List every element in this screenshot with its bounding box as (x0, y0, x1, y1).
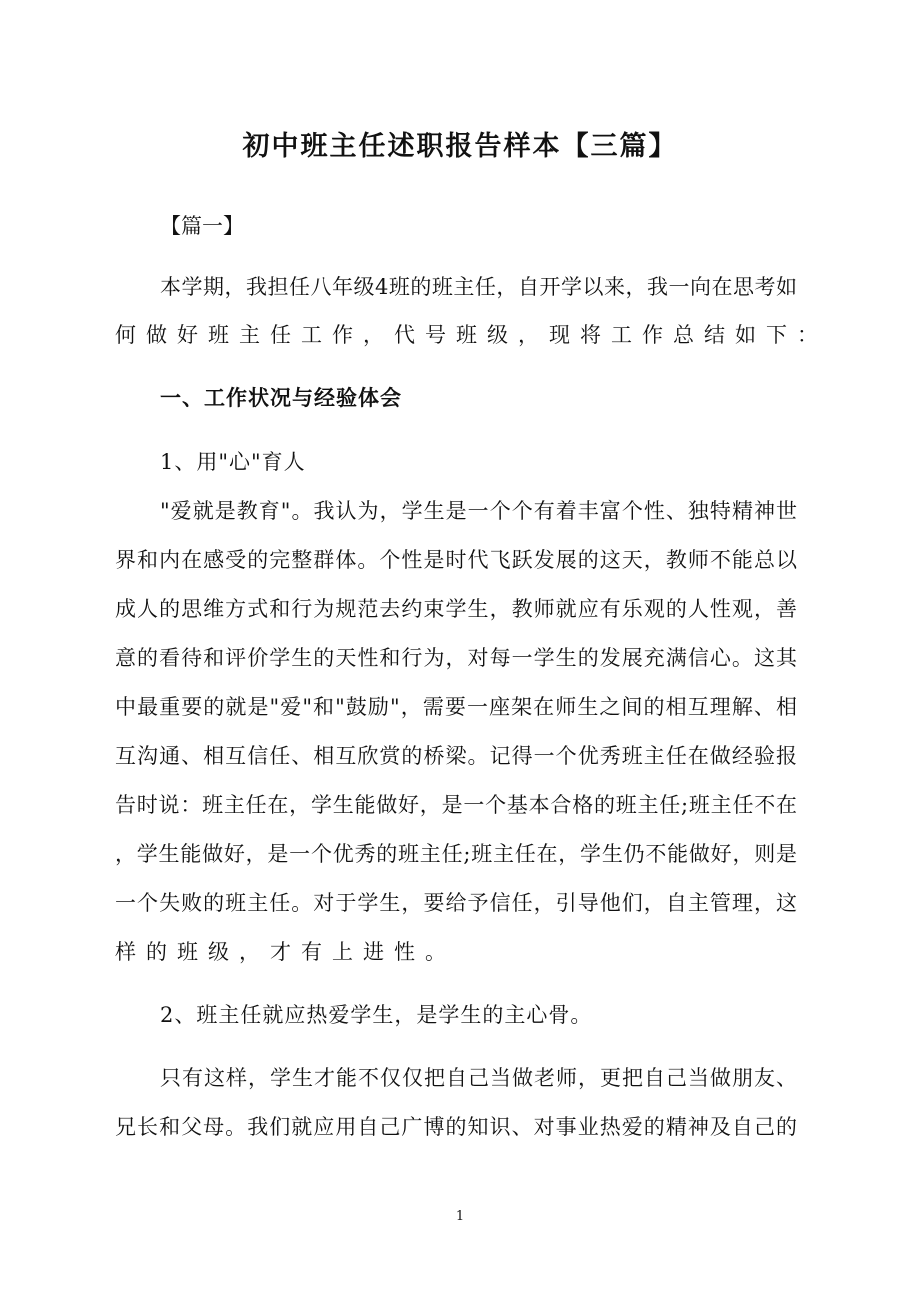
paragraph-line: 成人的思维方式和行为规范去约束学生，教师就应有乐观的人性观，善 (115, 597, 797, 621)
paragraph-line: 互沟通、相互信任、相互欣赏的桥梁。记得一个优秀班主任在做经验报 (115, 744, 797, 768)
section-label: 【篇一】 (160, 214, 244, 238)
section-heading: 一、工作状况与经验体会 (160, 385, 402, 410)
paragraph-line: "爱就是教育"。我认为，学生是一个个有着丰富个性、独特精神世 (160, 499, 797, 523)
paragraph-line: 一个失败的班主任。对于学生，要给予信任，引导他们，自主管理，这 (115, 891, 797, 915)
subheading: 2、班主任就应热爱学生，是学生的主心骨。 (160, 1003, 593, 1027)
paragraph-line: 只有这样，学生才能不仅仅把自己当做老师，更把自己当做朋友、 (160, 1066, 797, 1090)
subheading: 1、用"心"育人 (160, 450, 306, 474)
paragraph-line: 意的看待和评价学生的天性和行为，对每一学生的发展充满信心。这其 (115, 646, 797, 670)
paragraph-line: 兄长和父母。我们就应用自己广博的知识、对事业热爱的精神及自己的 (115, 1115, 797, 1139)
document-title: 初中班主任述职报告样本【三篇】 (242, 131, 678, 162)
paragraph-line: 界和内在感受的完整群体。个性是时代飞跃发展的这天，教师不能总以 (115, 548, 797, 572)
paragraph-line: ，学生能做好，是一个优秀的班主任;班主任在，学生仍不能做好，则是 (115, 842, 797, 866)
paragraph-line: 中最重要的就是"爱"和"鼓励"，需要一座架在师生之间的相互理解、相 (115, 695, 797, 719)
paragraph-line: 告时说：班主任在，学生能做好，是一个基本合格的班主任;班主任不在 (115, 793, 797, 817)
paragraph-line: 样的班级，才有上进性。 (115, 940, 456, 964)
intro-line: 本学期，我担任八年级4班的班主任，自开学以来，我一向在思考如 (160, 275, 797, 299)
page-number: 1 (455, 1209, 465, 1224)
intro-line: 何做好班主任工作，代号班级，现将工作总结如下： (115, 323, 828, 347)
